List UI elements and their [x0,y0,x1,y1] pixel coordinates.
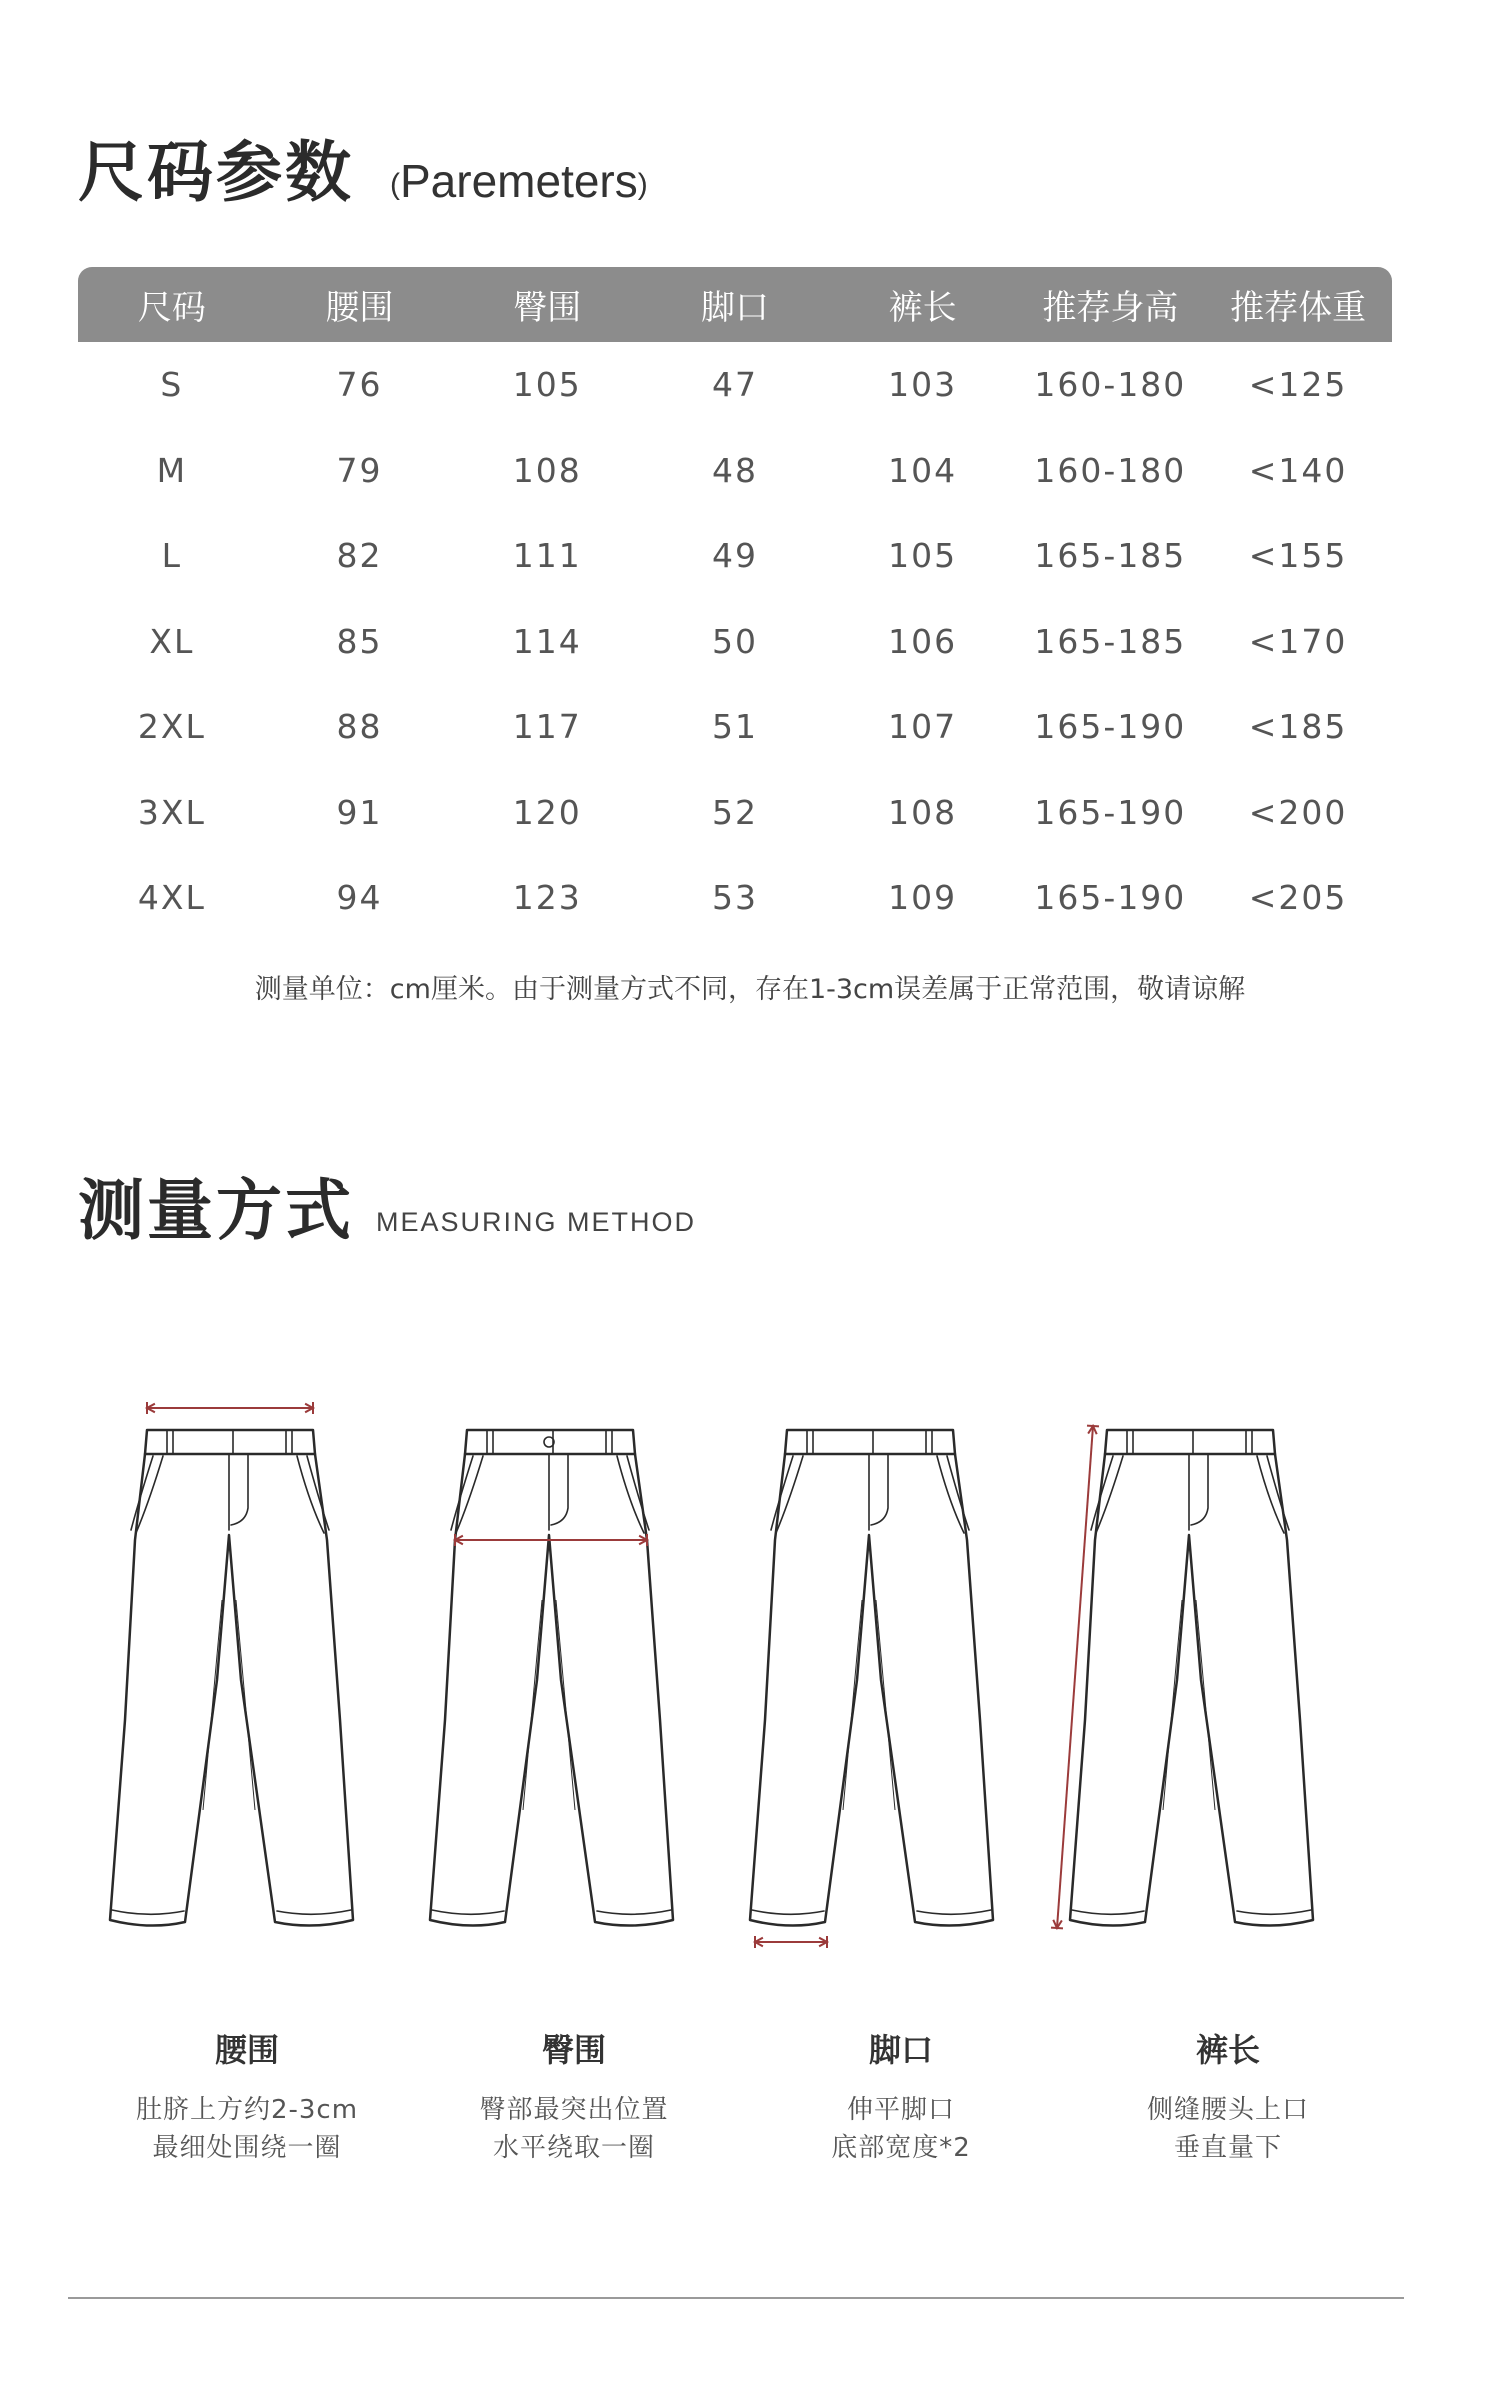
table-row [78,428,1392,514]
table-body [78,342,1392,941]
table-cell: 85 [336,621,383,661]
table-cell: 51 [711,707,758,747]
bottom-divider [68,2297,1404,2299]
table-cell: 108 [512,450,582,490]
table-cell: 50 [711,621,758,661]
caption-line: 肚脐上方约2-3cm [135,2095,359,2125]
table-cell: 111 [512,536,582,576]
pants-hip-icon [425,1390,725,1950]
pants-figure-waist [105,1390,405,1950]
pocket-lines [131,1456,329,1533]
measuring-method-heading [78,1172,697,1249]
measurement-note: 测量单位：cm厘米。由于测量方式不同，存在1-3cm误差属于正常范围，敬请谅解 [254,974,1246,1005]
fly-stitch [229,1454,248,1530]
table-cell: 120 [512,792,582,832]
caption-waist [97,2025,397,2167]
fly-stitch [1189,1454,1208,1530]
caption-line: 最细处围绕一圈 [152,2133,342,2163]
table-cell: 165-190 [1034,707,1187,747]
table-row [78,599,1392,685]
caption-line: 底部宽度*2 [831,2133,971,2163]
table-cell: <125 [1248,365,1348,405]
waistband [1105,1430,1275,1454]
belt-loops [167,1430,292,1454]
table-cell: 104 [888,450,958,490]
table-cell: 4XL [137,878,206,918]
table-cell: 48 [711,450,758,490]
measuring-method-title: 测量方式 [78,1172,354,1249]
caption-hip [424,2025,724,2167]
caption-line: 垂直量下 [1173,2133,1282,2163]
hem-stitch [112,1910,351,1914]
table-cell: 160-180 [1034,365,1187,405]
fly-stitch [869,1454,888,1530]
table-cell: 106 [888,621,958,661]
inseam-lines [523,1600,575,1810]
pants-length-icon [1065,1390,1365,1950]
table-cell: 88 [336,707,383,747]
length-measure-line-cap [1087,1426,1099,1427]
caption-line: 臀部最突出位置 [479,2095,669,2125]
inseam-lines [203,1600,255,1810]
belt-loops [807,1430,932,1454]
hem-stitch [752,1910,991,1914]
table-row [78,684,1392,770]
size-params-title: 尺码参数 [78,134,354,211]
caption-line: 水平绕取一圈 [492,2133,655,2163]
waistband [145,1430,315,1454]
belt-loops [1127,1430,1252,1454]
table-cell: 160-180 [1034,450,1187,490]
table-cell: 123 [512,878,582,918]
table-cell: 91 [336,792,383,832]
header-size: 尺码 [78,267,266,342]
table-cell: 82 [336,536,383,576]
table-cell: <155 [1248,536,1348,576]
caption-title: 腰围 [214,2031,279,2069]
header-waist: 腰围 [266,267,454,342]
pants-figure-length [1065,1390,1365,1950]
pants-hem-icon [745,1390,1045,1950]
pants-figure-hem [745,1390,1045,1950]
table-cell: L [161,536,183,576]
table-cell: 165-185 [1034,621,1187,661]
table-cell: 114 [512,621,582,661]
table-cell: <140 [1248,450,1348,490]
table-cell: 105 [512,365,582,405]
table-cell: <205 [1248,878,1348,918]
caption-length [1078,2025,1378,2167]
waistband [465,1430,635,1454]
table-cell: 53 [711,878,758,918]
header-hip: 臀围 [453,267,641,342]
table-cell: <200 [1248,792,1348,832]
table-cell: 103 [888,365,958,405]
pants-figure-hip [425,1390,725,1950]
belt-loops [487,1430,612,1454]
size-table [78,267,1392,941]
table-row [78,513,1392,599]
caption-title: 裤长 [1195,2031,1260,2069]
inseam-lines [843,1600,895,1810]
table-cell: 52 [711,792,758,832]
size-params-subtitle: (Paremeters) [390,155,648,207]
caption-line: 伸平脚口 [846,2095,955,2125]
table-cell: 165-185 [1034,536,1187,576]
caption-line: 侧缝腰头上口 [1146,2095,1309,2125]
table-cell: 94 [336,878,383,918]
caption-hem [751,2025,1051,2167]
table-row [78,770,1392,856]
table-cell: 3XL [137,792,206,832]
inseam-lines [1163,1600,1215,1810]
hem-stitch [432,1910,671,1914]
waistband [785,1430,955,1454]
fly-stitch [549,1454,568,1530]
header-length: 裤长 [829,267,1017,342]
table-cell: 109 [888,878,958,918]
caption-title: 臀围 [541,2031,606,2069]
header-hem: 脚口 [641,267,829,342]
table-row [78,855,1392,941]
table-cell: 49 [711,536,758,576]
table-cell: M [156,450,188,490]
hem-stitch [1072,1910,1311,1914]
table-row [78,342,1392,428]
table-cell: 2XL [137,707,206,747]
table-cell: XL [149,621,195,661]
header-height: 推荐身高 [1017,267,1205,342]
table-header-row [78,267,1392,342]
length-measure-line-cap [1051,1928,1063,1929]
table-cell: 107 [888,707,958,747]
table-cell: 76 [336,365,383,405]
table-cell: <185 [1248,707,1348,747]
pants-waist-icon [105,1390,405,1950]
caption-title: 脚口 [868,2031,933,2069]
table-cell: S [160,365,184,405]
pocket-lines [771,1456,969,1533]
table-cell: 105 [888,536,958,576]
pocket-lines [1091,1456,1289,1533]
table-cell: 47 [711,365,758,405]
pocket-lines [451,1456,649,1533]
table-cell: 108 [888,792,958,832]
size-params-heading [78,134,648,211]
table-cell: 165-190 [1034,792,1187,832]
table-cell: 79 [336,450,383,490]
table-cell: 165-190 [1034,878,1187,918]
header-weight: 推荐体重 [1204,267,1392,342]
table-cell: 117 [512,707,582,747]
measuring-method-subtitle: MEASURING METHOD [376,1207,697,1237]
table-cell: <170 [1248,621,1348,661]
